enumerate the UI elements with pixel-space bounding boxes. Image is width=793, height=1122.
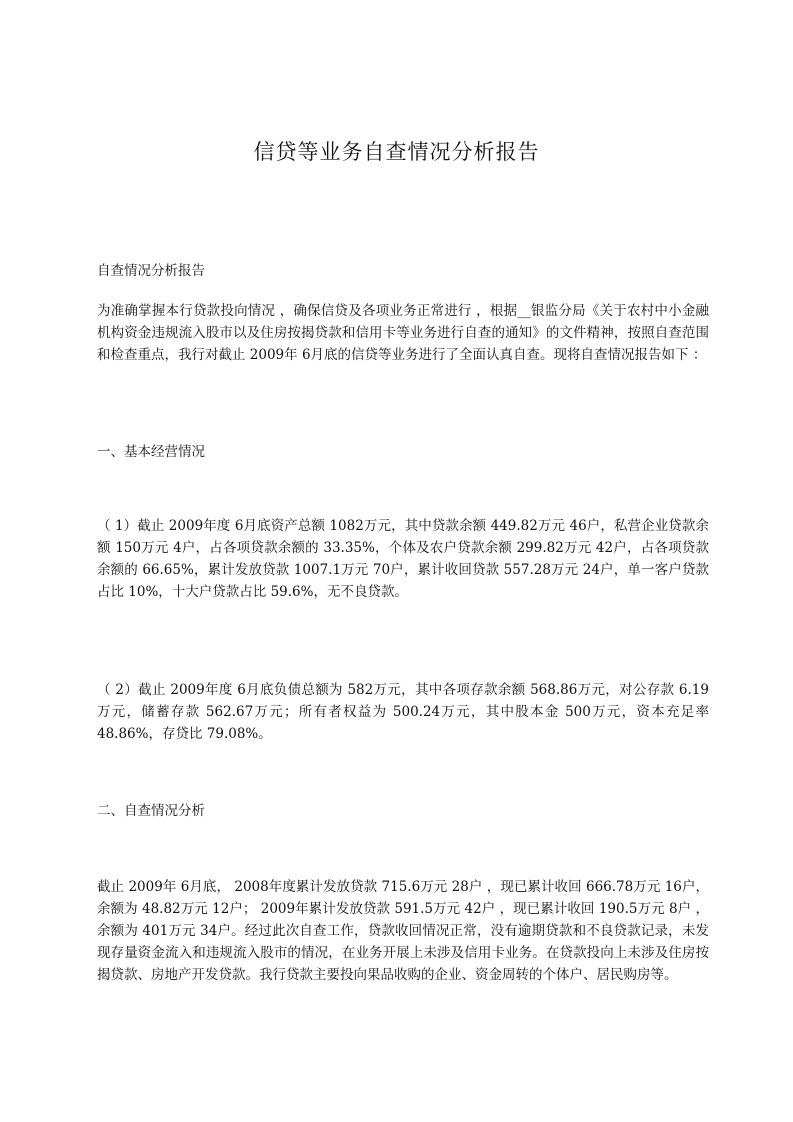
section1-paragraph-1: （ 1）截止 2009年度 6月底资产总额 1082万元，其中贷款余额 449.82万元 46户，私营企业贷款余额 150万元 4户，占各项贷款余额的 33.35%，个体及农户贷款余额 299.82万元 42户，占各项贷款余额的 66.65%，累计发放贷款 1007.1万元 70户，累计收回贷款 557.28万元 24户，单一客户贷款占比 10%，十大户贷款占比 59.6%，无不良贷款。 [97, 518, 709, 600]
section1-heading: 一、基本经营情况 [97, 444, 205, 460]
section1-paragraph-2: （ 2）截止 2009年度 6月底负债总额为 582万元，其中各项存款余额 568.86万元，对公存款 6.19万元，储蓄存款 562.67万元；所有者权益为 500.24万元，其中股本金 500万元，资本充足率 48.86%，存贷比 79.08%。 [97, 682, 709, 742]
section2-paragraph-1: 截止 2009年 6月底， 2008年度累计发放贷款 715.6万元 28户 ，现已累计收回 666.78万元 16户，余额为 48.82万元 12户； 2009年累计发放贷款 591.5万元 42户 ，现已累计收回 190.5万元 8户 ，余额为 401万元 34户。经过此次自查工作，贷款收回情况正常，没有逾期贷款和不良贷款记录，未发现存量资金流入和违规流入股市的情况，在业务开展上未涉及信用卡业务。在贷款投向上未涉及住房按揭贷款、房地产开发贷款。我行贷款主要投向果品收购的企业、资金周转的个体户、居民购房等。 [97, 879, 709, 983]
intro-paragraph: 为准确掌握本行贷款投向情况 ，确保信贷及各项业务正常进行 ，根据__银监分局《关于农村中小金融机构资金违规流入股市以及住房按揭贷款和信用卡等业务进行自查的通知》的文件精神，按照自查范围和检查重点，我行对截止 2009年 6月底的信贷等业务进行了全面认真自查。现将自查情况报告如下 ： [97, 303, 709, 363]
document-title: 信贷等业务自查情况分析报告 [253, 140, 540, 164]
document-subtitle: 自查情况分析报告 [97, 263, 205, 279]
section2-heading: 二、自查情况分析 [97, 803, 205, 819]
